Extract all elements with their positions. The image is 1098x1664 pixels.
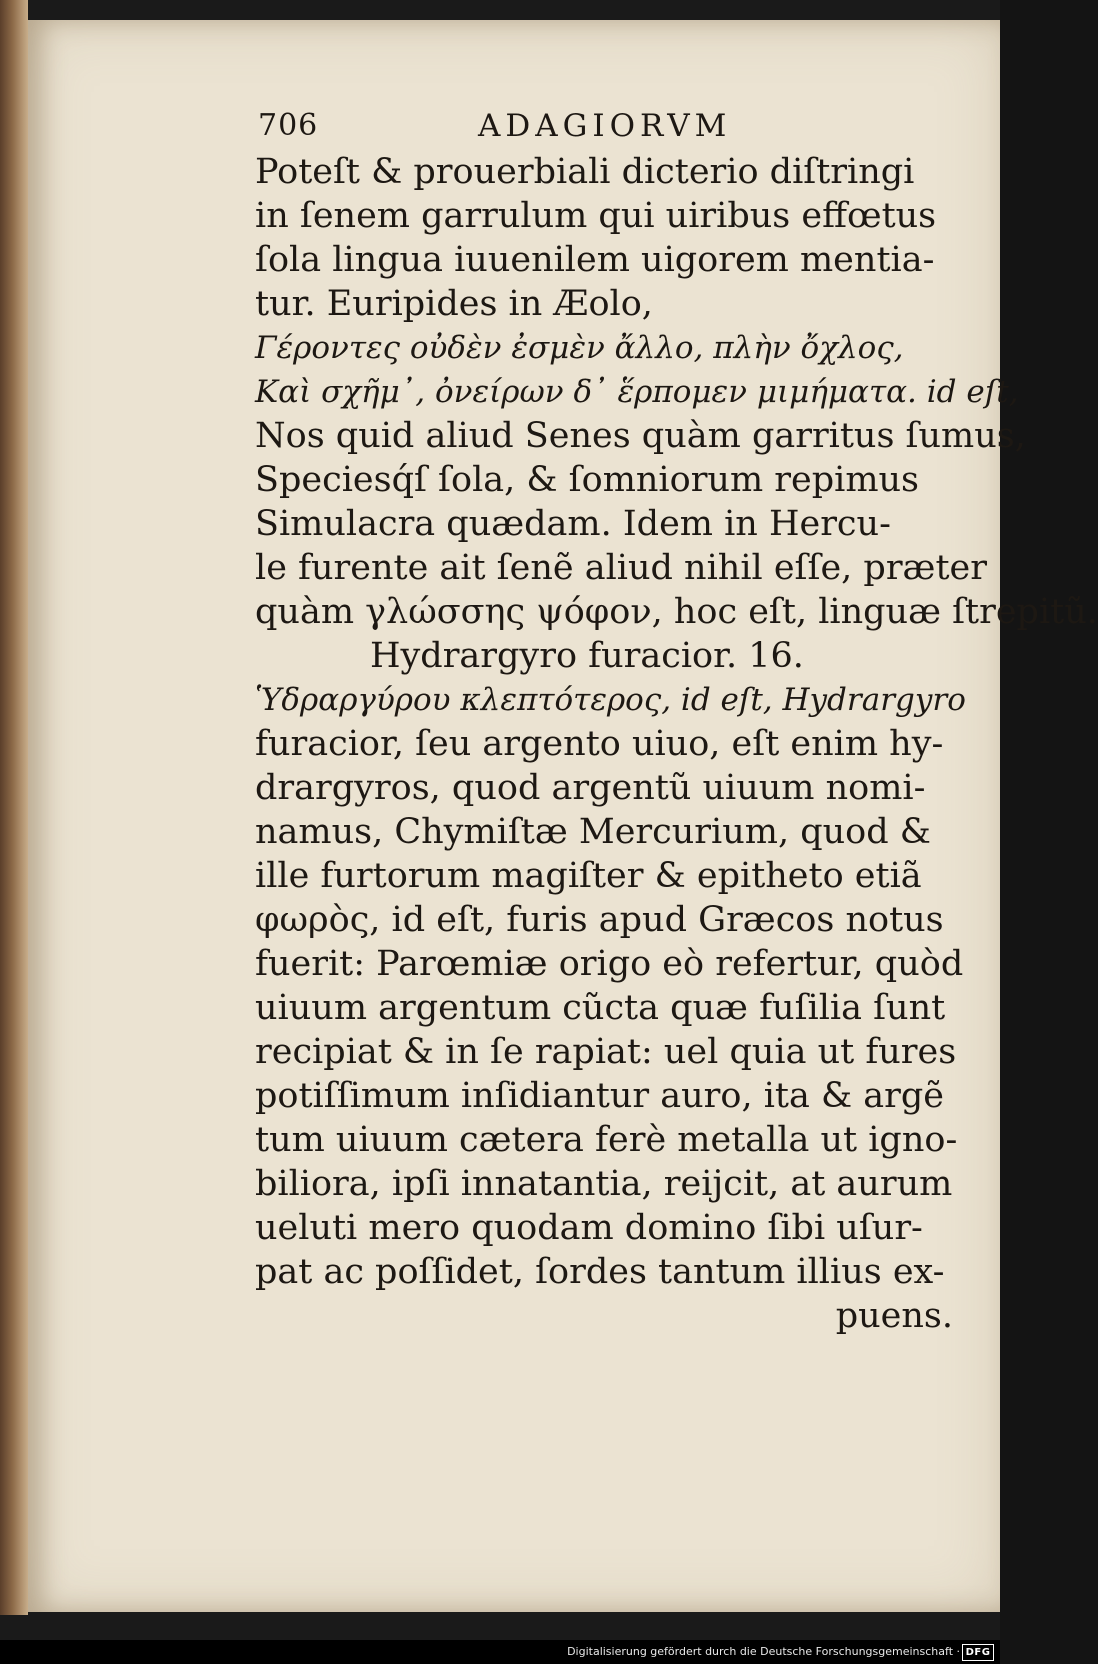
text-block bbox=[255, 150, 1098, 1338]
text-line: recipiat & in ſe rapiat: uel quia ut fures bbox=[255, 1032, 957, 1072]
text-line: drargyros, quod argentũ uiuum nomi- bbox=[255, 768, 926, 808]
greek-verse-line: Καὶ σχῆμ᾽, ὀνείρων δ᾽ ἕρπομεν μιμήματα. id eſt, bbox=[255, 374, 1019, 410]
page-number: 706 bbox=[258, 108, 319, 143]
text-line: tur. Euripides in Æolo, bbox=[255, 284, 653, 324]
text-line: Poteſt & prouerbiali dicterio diſtringi bbox=[255, 152, 915, 192]
text-line: ueluti mero quodam domino ſibi uſur- bbox=[255, 1208, 923, 1248]
text-line: fuerit: Parœmiæ origo eò refertur, quòd bbox=[255, 944, 964, 984]
text-line: quàm γλώσσης ψόφον, hoc eſt, linguæ ſtrepitũ. bbox=[255, 592, 1098, 632]
catchword: puens. bbox=[835, 1296, 953, 1336]
book-spine-edge bbox=[0, 0, 28, 1615]
text-line: Nos quid aliud Senes quàm garritus ſumus, bbox=[255, 416, 1026, 456]
text-line: tum uiuum cætera ferè metalla ut igno- bbox=[255, 1120, 958, 1160]
text-line: pat ac poſſidet, ſordes tantum illius ex- bbox=[255, 1252, 945, 1292]
dfg-logo: DFG bbox=[962, 1644, 994, 1661]
text-line: furacior, ſeu argento uiuo, eſt enim hy- bbox=[255, 724, 944, 764]
text-line: biliora, ipſi innatantia, reijcit, at aurum bbox=[255, 1164, 953, 1204]
greek-adage-line: Ὑδραργύρου κλεπτότερος, id eſt, Hydrargyro bbox=[255, 682, 966, 718]
running-head bbox=[240, 108, 800, 152]
text-line: in ſenem garrulum qui uiribus effœtus bbox=[255, 196, 937, 236]
text-line: le furente ait ſenẽ aliud nihil eſſe, præter bbox=[255, 548, 987, 588]
text-line: uiuum argentum cũcta quæ fuſilia ſunt bbox=[255, 988, 946, 1028]
greek-verse-line: Γέροντες οὐδὲν ἐσμὲν ἄλλο, πλὴν ὄχλος, bbox=[255, 330, 904, 366]
text-line: Simulacra quædam. Idem in Hercu- bbox=[255, 504, 891, 544]
text-line: ille furtorum magiſter & epitheto etiã bbox=[255, 856, 922, 896]
funding-credit: Digitalisierung gefördert durch die Deutsche Forschungsgemeinschaft · bbox=[567, 1645, 960, 1658]
running-head-title: ADAGIORVM bbox=[478, 108, 732, 144]
text-line: potiſſimum inſidiantur auro, ita & argẽ bbox=[255, 1076, 944, 1116]
footer-bar bbox=[0, 1640, 1000, 1664]
text-line: φωρὸς, id eſt, furis apud Græcos notus bbox=[255, 900, 944, 940]
text-line: namus, Chymiſtæ Mercurium, quod & bbox=[255, 812, 931, 852]
text-line: ſola lingua iuuenilem uigorem mentia- bbox=[255, 240, 935, 280]
adage-heading: Hydrargyro furacior. 16. bbox=[370, 636, 804, 676]
text-line: Speciesq́ſ ſola, & ſomniorum repimus bbox=[255, 460, 920, 500]
